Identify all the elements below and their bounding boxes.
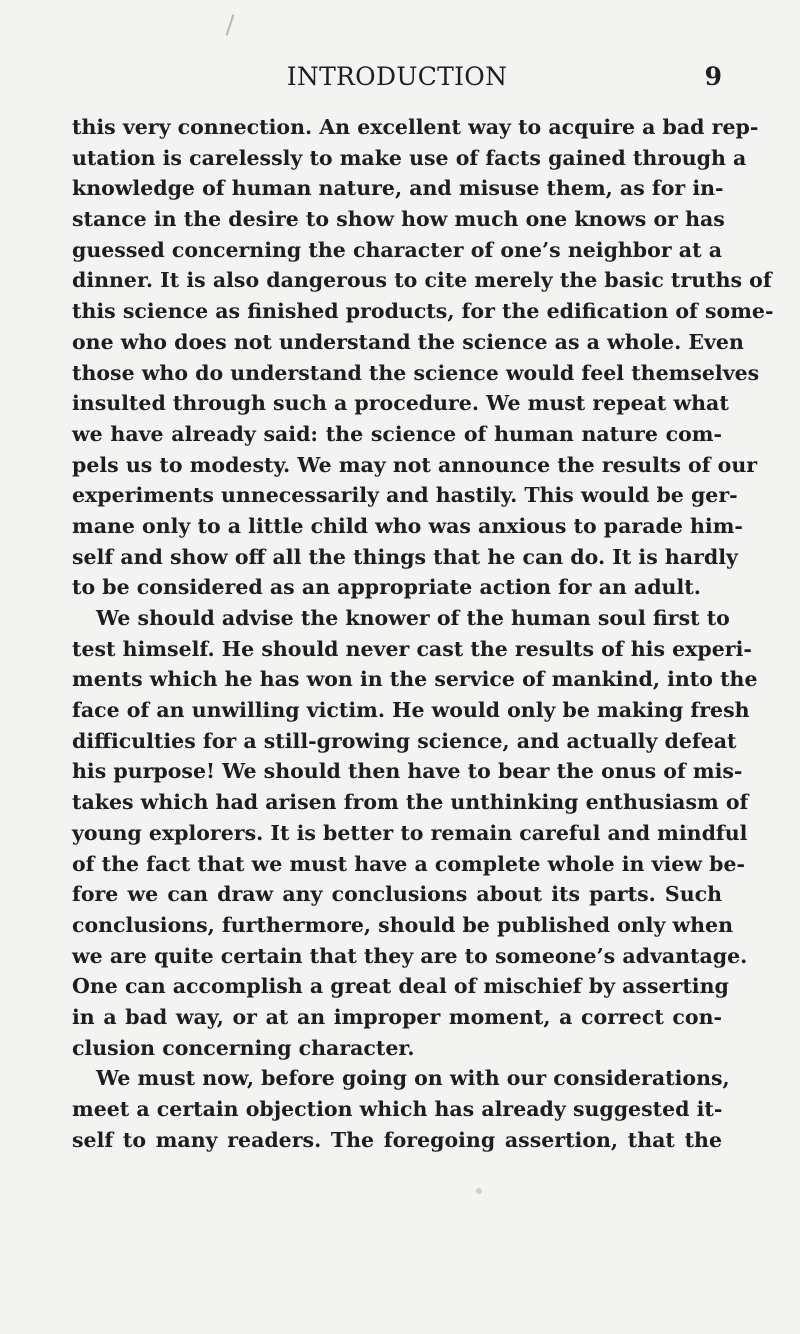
text-line: knowledge of human nature, and misuse them, as for in- [72,176,724,201]
text-line: self and show off all the things that he can do. It is hardly [72,544,738,569]
text-line: in a bad way, or at an improper moment, a correct con- [72,1004,722,1029]
text-line: insulted through such a procedure. We must repeat what [72,391,729,416]
text-line: his purpose! We should then have to bear the onus of mis- [72,759,743,784]
text-line: difficulties for a still-growing science, and actually defeat [72,728,737,753]
text-line: this very connection. An excellent way to acquire a bad rep- [72,115,759,139]
text-line: experiments unnecessarily and hastily. This would be ger- [72,483,738,508]
text-line: test himself. He should never cast the results of his experi- [72,636,752,661]
text-line: mane only to a little child who was anxious to parade him- [72,513,743,538]
text-line: of the fact that we must have a complete whole in view be- [72,851,745,876]
paper-speck [476,1188,482,1194]
text-line: guessed concerning the character of one’s neighbor at a [72,237,722,262]
page-number: 9 [704,62,722,91]
paragraph-last-line: clusion concerning character. [72,1035,415,1060]
text-line: One can accomplish a great deal of mischief by asserting [72,974,729,999]
text-line: we are quite certain that they are to someone’s advantage. [72,943,748,968]
text-line: this science as finished products, for the edification of some- [72,299,774,324]
text-line: self to many readers. The foregoing assertion, that the [72,1127,722,1152]
text-line: dinner. It is also dangerous to cite merely the basic truths of [72,268,772,293]
paragraph-first-line: We should advise the knower of the human soul first to [96,606,730,630]
running-head: INTRODUCTION [286,62,508,91]
page-header [72,58,722,98]
text-line: young explorers. It is better to remain careful and mindful [72,820,748,845]
text-line: stance in the desire to show how much one knows or has [72,207,725,232]
pencil-mark [226,14,235,36]
text-line: ments which he has won in the service of mankind, into the [72,667,758,692]
text-line: conclusions, furthermore, should be published only when [72,912,733,937]
body-text [72,112,774,1155]
text-line: face of an unwilling victim. He would only be making fresh [72,698,750,723]
text-line: pels us to modesty. We may not announce the results of our [72,452,758,477]
text-line: those who do understand the science would feel themselves [72,360,760,385]
paragraph-first-line: We must now, before going on with our considerations, [96,1066,730,1091]
text-line: one who does not understand the science as a whole. Even [72,329,744,354]
text-line: we have already said: the science of human nature com- [72,421,722,446]
paragraph-last-line: to be considered as an appropriate action for an adult. [72,575,701,600]
text-line: utation is carelessly to make use of facts gained through a [72,145,747,170]
text-line: takes which had arisen from the unthinking enthusiasm of [72,790,749,815]
text-line: fore we can draw any conclusions about its parts. Such [72,882,722,907]
text-line: meet a certain objection which has already suggested it- [72,1097,723,1121]
